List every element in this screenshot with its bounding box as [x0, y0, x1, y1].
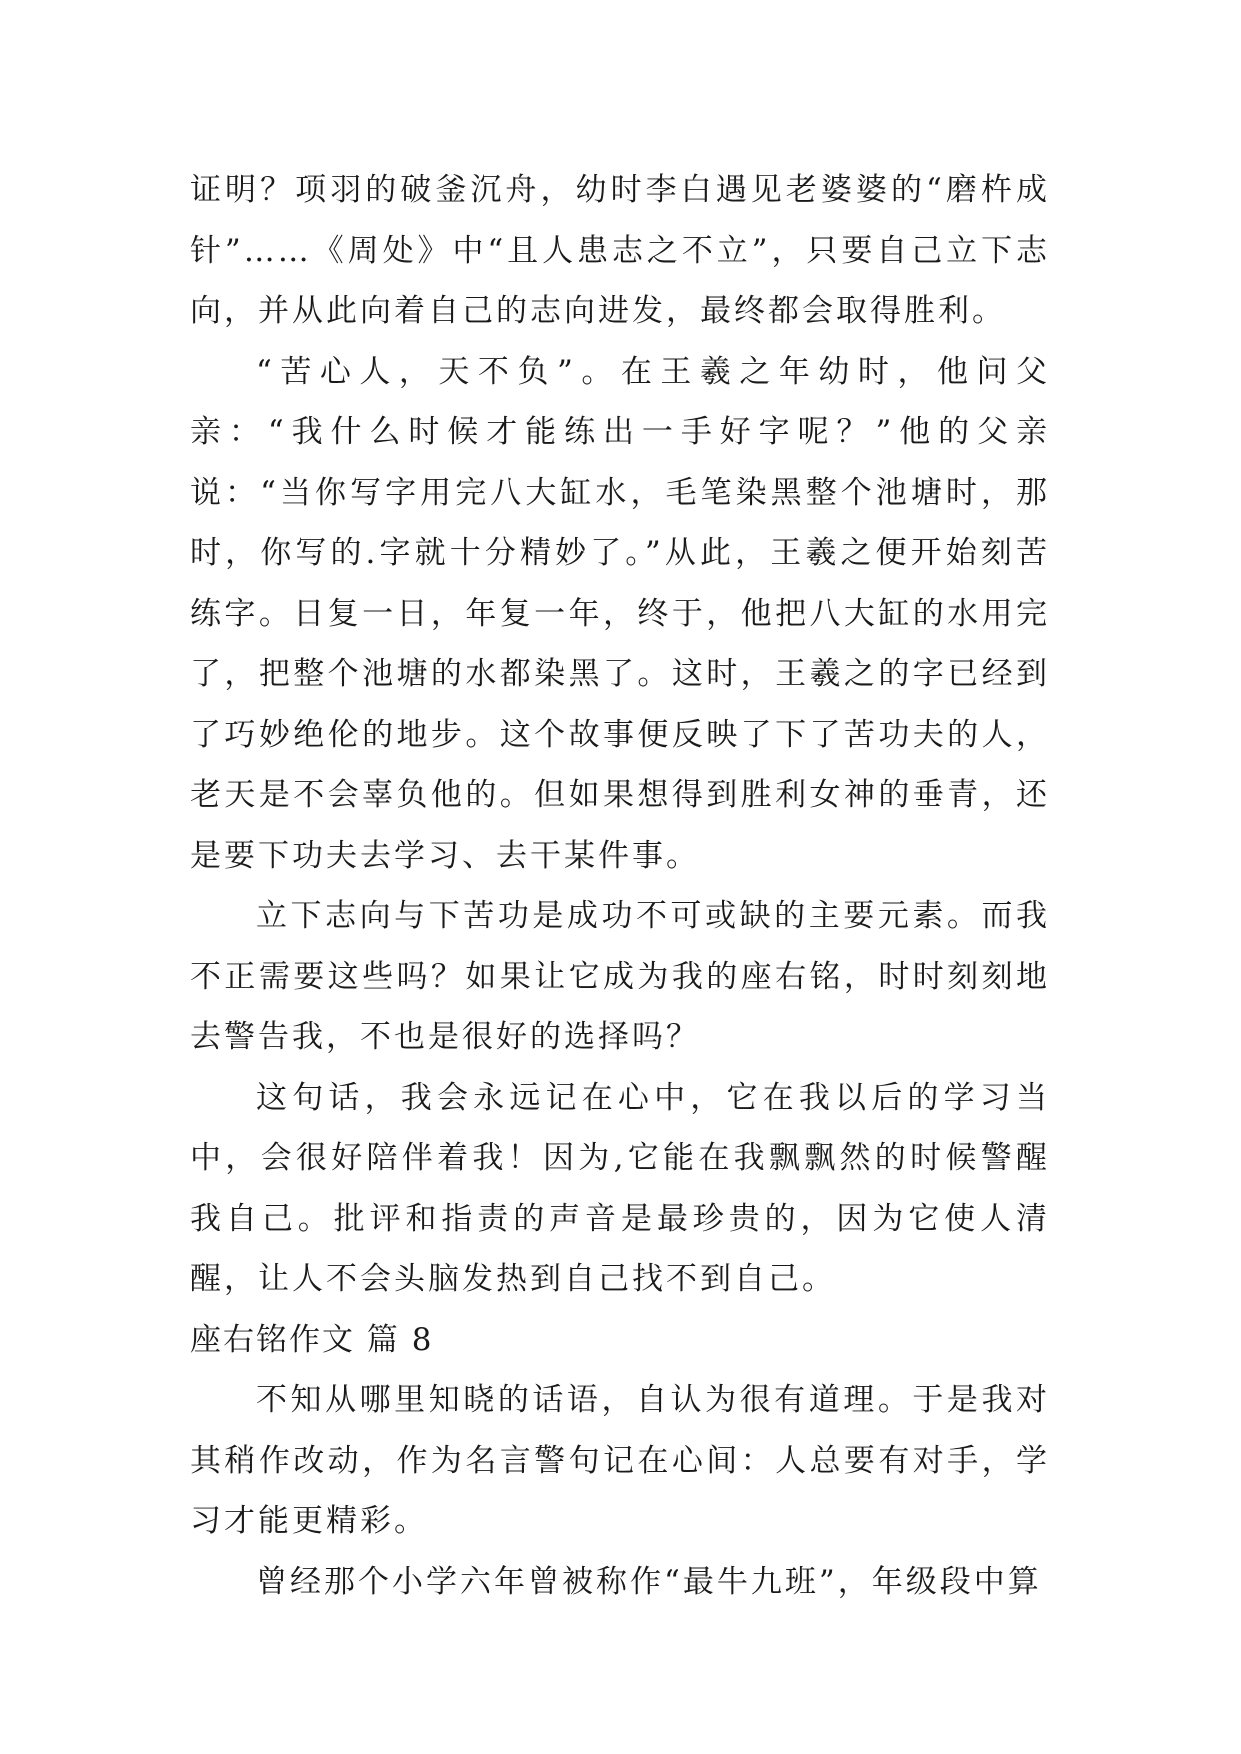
- paragraph-2: “苦心人，天不负”。在王羲之年幼时，他问父亲：“我什么时候才能练出一手好字呢？”他的父亲说：“当你写字用完八大缸水，毛笔染黑整个池塘时，那时，你写的.字就十分精妙了。”从此，王羲之便开始刻苦练字。日复一日，年复一年，终于，他把八大缸的水用完了，把整个池塘的水都染黑了。这时，王羲之的字已经到了巧妙绝伦的地步。这个故事便反映了下了苦功夫的人，老天是不会辜负他的。但如果想得到胜利女神的垂青，还是要下功夫去学习、去干某件事。: [190, 353, 1050, 874]
- paragraph-1: 证明？项羽的破釜沉舟，幼时李白遇见老婆婆的“磨杵成针”……《周处》中“且人患志之不立”，只要自己立下志向，并从此向着自己的志向进发，最终都会取得胜利。: [190, 172, 1050, 329]
- section-heading: 座右铭作文 篇 8: [190, 1321, 434, 1358]
- paragraph-3: 立下志向与下苦功是成功不可或缺的主要元素。而我不正需要这些吗？如果让它成为我的座右铭，时时刻刻地去警告我，不也是很好的选择吗？: [190, 898, 1050, 1055]
- paragraph-5: 不知从哪里知晓的话语，自认为很有道理。于是我对其稍作改动，作为名言警句记在心间：人总要有对手，学习才能更精彩。: [190, 1382, 1050, 1539]
- document-body: [190, 160, 1050, 1612]
- paragraph-4: 这句话，我会永远记在心中，它在我以后的学习当中，会很好陪伴着我！因为,它能在我飘飘然的时候警醒我自己。批评和指责的声音是最珍贵的，因为它使人清醒，让人不会头脑发热到自己找不到自己。: [190, 1079, 1050, 1297]
- paragraph-6: 曾经那个小学六年曾被称作“最牛九班”，年级段中算: [256, 1563, 1042, 1600]
